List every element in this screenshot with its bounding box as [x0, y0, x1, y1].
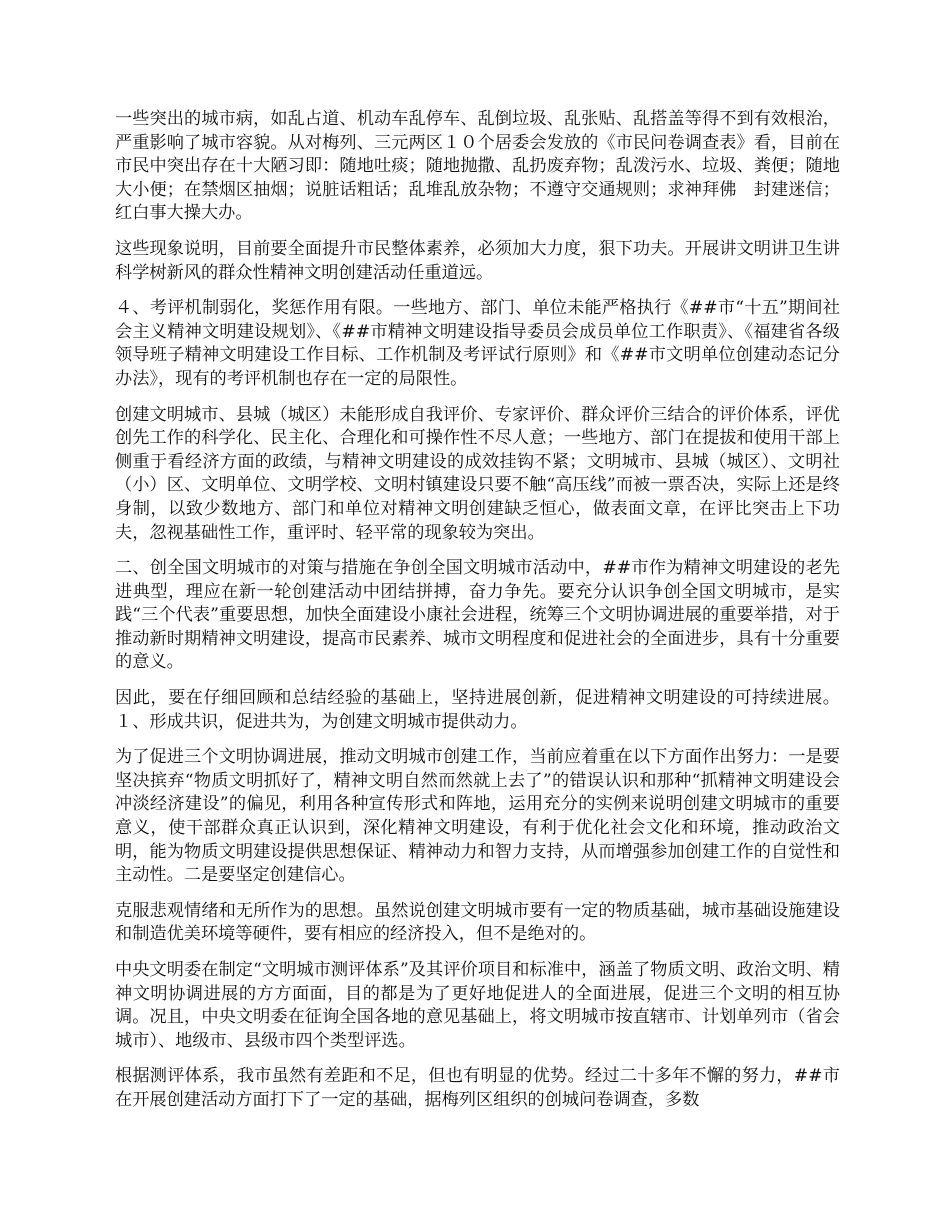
paragraph: 这些现象说明，目前要全面提升市民整体素养，必须加大力度，狠下功夫。开展讲文明讲卫生讲科学树新风的群众性精神文明创建活动任重道远。 [115, 238, 840, 283]
paragraph: 一些突出的城市病，如乱占道、机动车乱停车、乱倒垃圾、乱张贴、乱搭盖等得不到有效根治，严重影响了城市容貌。从对梅列、三元两区１０个居委会发放的《市民问卷调查表》看，目前在市民中突出存在十大陋习即：随地吐痰；随地抛撒、乱扔废弃物；乱泼污水、垃圾、粪便；随地大小便；在禁烟区抽烟；说脏话粗话；乱堆乱放杂物；不遵守交通规则；求神拜佛 封建迷信；红白事大操大办。 [115, 109, 840, 224]
paragraph: 为了促进三个文明协调进展，推动文明城市创建工作，当前应着重在以下方面作出努力：一是要坚决摈弃“物质文明抓好了，精神文明自然而然就上去了”的错误认识和那种“抓精神文明建设会冲淡经济建设”的偏见，利用各种宣传形式和阵地，运用充分的实例来说明创建文明城市的重要意义，使干部群众真正认识到，深化精神文明建设，有利于优化社会文化和环境，推动政治文明，能为物质文明建设提供思想保证、精神动力和智力支持，从而增强参加创建工作的自觉性和主动性。二是要坚定创建信心。 [115, 747, 840, 886]
paragraph: 创建文明城市、县城（城区）未能形成自我评价、专家评价、群众评价三结合的评价体系，评优创先工作的科学化、民主化、合理化和可操作性不尽人意；一些地方、部门在提拔和使用干部上侧重于看经济方面的政绩，与精神文明建设的成效挂钩不紧；文明城市、县城（城区）、文明社（小）区、文明单位、文明学校、文明村镇建设只要不触“高压线”而被一票否决，实际上还是终身制，以致少数地方、部门和单位对精神文明创建缺乏恒心，做表面文章，在评比突击上下功夫，忽视基础性工作，重评时、轻平常的现象较为突出。 [115, 404, 840, 543]
paragraph: 中央文明委在制定“文明城市测评体系”及其评价项目和标准中，涵盖了物质文明、政治文明、精神文明协调进展的方方面面，目的都是为了更好地促进人的全面进展，促进三个文明的相互协调。况且，中央文明委在征询全国各地的意见基础上，将文明城市按直辖市、计划单列市（省会城市）、地级市、县级市四个类型评选。 [115, 960, 840, 1051]
paragraph: 克服悲观情绪和无所作为的思想。虽然说创建文明城市要有一定的物质基础，城市基础设施建设和制造优美环境等硬件，要有相应的经济投入，但不是绝对的。 [115, 900, 840, 945]
paragraph: 因此，要在仔细回顾和总结经验的基础上，坚持进展创新，促进精神文明建设的可持续进展。１、形成共识，促进共为，为创建文明城市提供动力。 [115, 688, 840, 732]
paragraph: 根据测评体系，我市虽然有差距和不足，但也有明显的优势。经过二十多年不懈的努力，##市在开展创建活动方面打下了一定的基础，据梅列区组织的创城问卷调查，多数 [115, 1066, 840, 1110]
document-body [115, 108, 840, 1125]
paragraph: ４、考评机制弱化，奖惩作用有限。一些地方、部门、单位未能严格执行《##市“十五”期间社会主义精神文明建设规划》、《##市精神文明建设指导委员会成员单位工作职责》、《福建省各级领导班子精神文明建设工作目标、工作机制及考评试行原则》和《##市文明单位创建动态记分办法》，现有的考评机制也存在一定的局限性。 [115, 298, 840, 389]
paragraph: 二、创全国文明城市的对策与措施在争创全国文明城市活动中，##市作为精神文明建设的老先进典型，理应在新一轮创建活动中团结拼搏，奋力争先。要充分认识争创全国文明城市，是实践“三个代表”重要思想，加快全面建设小康社会进程，统筹三个文明协调进展的重要举措，对于推动新时期精神文明建设，提高市民素养、城市文明程度和促进社会的全面进步，具有十分重要的意义。 [115, 558, 840, 673]
